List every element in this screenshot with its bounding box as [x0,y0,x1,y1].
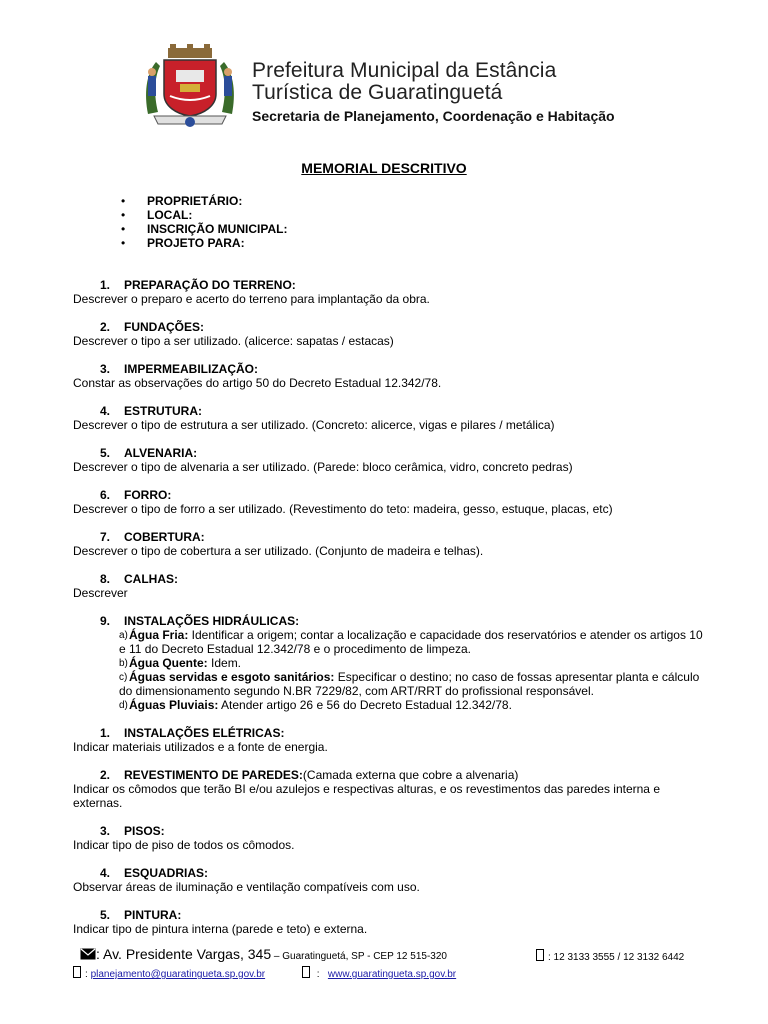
section-number: 1. [100,278,111,292]
section-number: 4. [100,866,111,880]
section-body: Descrever [73,586,128,600]
section-body: Indicar tipo de piso de todos os cômodos. [73,838,295,852]
section-number: 2. [100,768,111,782]
hidraulica-item-agua-quente [73,656,703,670]
section-number: 5. [100,908,111,922]
item-letter: b) [119,658,128,669]
section-heading: FUNDAÇÕES: [124,320,204,334]
section-number: 4. [100,404,111,418]
org-line-2: Turística de Guaratinguetá [252,81,503,104]
section-heading-note: (Camada externa que cobre a alvenaria) [302,768,519,782]
email-prefix: : [85,969,91,980]
section-number: 8. [100,572,111,586]
footer-email [73,966,265,980]
email-icon [73,966,81,978]
hidraulica-item-esgoto [73,670,703,698]
org-line-1: Prefeitura Municipal da Estância [252,59,557,82]
section-heading: REVESTIMENTO DE PAREDES: [124,768,303,782]
item-term: Água Fria: [129,628,189,642]
section-heading: INSTALAÇÕES HIDRÁULICAS: [124,614,300,628]
section-esquadrias [73,866,703,894]
footer-phone [536,949,684,963]
header-fields-list [147,194,287,250]
section-heading: PREPARAÇÃO DO TERRENO: [124,278,296,292]
section-body: Constar as observações do artigo 50 do Decreto Estadual 12.342/78. [73,376,442,390]
section-pintura [73,908,703,936]
website-link[interactable]: www.guaratingueta.sp.gov.br [327,969,457,980]
coat-of-arms-icon [140,44,240,128]
phone-icon [536,949,544,961]
section-body: Descrever o tipo de cobertura a ser utilizado. (Conjunto de madeira e telhas). [73,544,484,558]
field-inscricao: • INSCRIÇÃO MUNICIPAL: [147,222,287,236]
org-department: Secretaria de Planejamento, Coordenação e Habitação [252,108,615,124]
item-letter: a) [119,630,128,641]
item-letter: d) [119,700,128,711]
section-fundacoes [73,320,703,348]
section-heading: CALHAS: [124,572,178,586]
section-number: 3. [100,362,111,376]
item-text: Identificar a origem; contar a localização e capacidade dos reservatórios e atender os artigos 10 e 11 do Decreto Estadual 12.342/78 e o procedimento de limpeza. [119,628,703,656]
section-impermeabilizacao [73,362,703,390]
section-heading: PISOS: [124,824,165,838]
section-heading: INSTALAÇÕES ELÉTRICAS: [124,726,285,740]
section-body: Observar áreas de iluminação e ventilação compatíveis com uso. [73,880,420,894]
section-preparacao [73,278,703,306]
footer-website [302,966,456,980]
item-term: Água Quente: [129,656,208,670]
organization-name [252,60,556,104]
section-instalacoes-hidraulicas [73,614,703,712]
section-number: 3. [100,824,111,838]
section-heading: PINTURA: [124,908,182,922]
section-body: Indicar tipo de pintura interna (parede e teto) e externa. [73,922,368,936]
section-heading: COBERTURA: [124,530,205,544]
document-title: MEMORIAL DESCRITIVO [301,160,467,176]
item-text: Especificar o destino; no caso de fossas apresentar planta e cálculo do dimensionamento segundo N.BR 7229/82, com ART/RRT do profissional responsável. [119,670,700,698]
section-number: 9. [100,614,111,628]
section-number: 6. [100,488,111,502]
item-text: Idem. [207,656,242,670]
item-term: Águas servidas e esgoto sanitários: [129,670,335,684]
section-alvenaria [73,446,703,474]
section-heading: IMPERMEABILIZAÇÃO: [124,362,258,376]
section-number: 2. [100,320,111,334]
item-text: Atender artigo 26 e 56 do Decreto Estadual 12.342/78. [218,698,512,712]
section-revestimento [73,768,703,810]
section-number: 7. [100,530,111,544]
footer-address [80,946,447,962]
letterhead [138,44,660,128]
hidraulica-item-agua-fria [73,628,703,656]
website-prefix: : [314,969,320,980]
email-link[interactable]: planejamento@guaratingueta.sp.gov.br [90,969,266,980]
section-pisos [73,824,703,852]
section-body: Descrever o tipo de forro a ser utilizado. (Revestimento do teto: madeira, gesso, estuque, placas, etc) [73,502,613,516]
address-text: : Av. Presidente Vargas, 345 [96,946,272,962]
section-body: Indicar materiais utilizados e a fonte de energia. [73,740,328,754]
section-number: 5. [100,446,111,460]
section-body: Descrever o tipo a ser utilizado. (alicerce: sapatas / estacas) [73,334,394,348]
field-projeto: • PROJETO PARA: [147,236,287,250]
web-icon [302,966,310,978]
section-body: Descrever o tipo de estrutura a ser utilizado. (Concreto: alicerce, vigas e pilares / metálica) [73,418,555,432]
section-cobertura [73,530,703,558]
section-calhas [73,572,703,600]
section-forro [73,488,703,516]
section-heading: FORRO: [124,488,172,502]
section-heading: ESTRUTURA: [124,404,202,418]
address-city: – Guaratinguetá, SP - CEP 12 515-320 [271,951,447,962]
section-instalacoes-eletricas [73,726,703,754]
section-body: Indicar os cômodos que terão BI e/ou azulejos e respectivas alturas, e os revestimentos das paredes interna e externas. [73,782,660,810]
item-letter: c) [119,672,128,683]
section-body: Descrever o tipo de alvenaria a ser utilizado. (Parede: bloco cerâmica, vidro, concreto pedras) [73,460,573,474]
section-heading: ESQUADRIAS: [124,866,209,880]
field-proprietario: • PROPRIETÁRIO: [147,194,287,208]
item-term: Águas Pluviais: [129,698,219,712]
envelope-icon [80,948,96,960]
section-heading: ALVENARIA: [124,446,198,460]
section-estrutura [73,404,703,432]
sections-container [73,278,703,950]
section-number: 1. [100,726,111,740]
phone-text: : 12 3133 3555 / 12 3132 6442 [548,952,685,963]
hidraulica-item-pluviais [73,698,703,712]
section-body: Descrever o preparo e acerto do terreno para implantação da obra. [73,292,430,306]
field-local: • LOCAL: [147,208,287,222]
